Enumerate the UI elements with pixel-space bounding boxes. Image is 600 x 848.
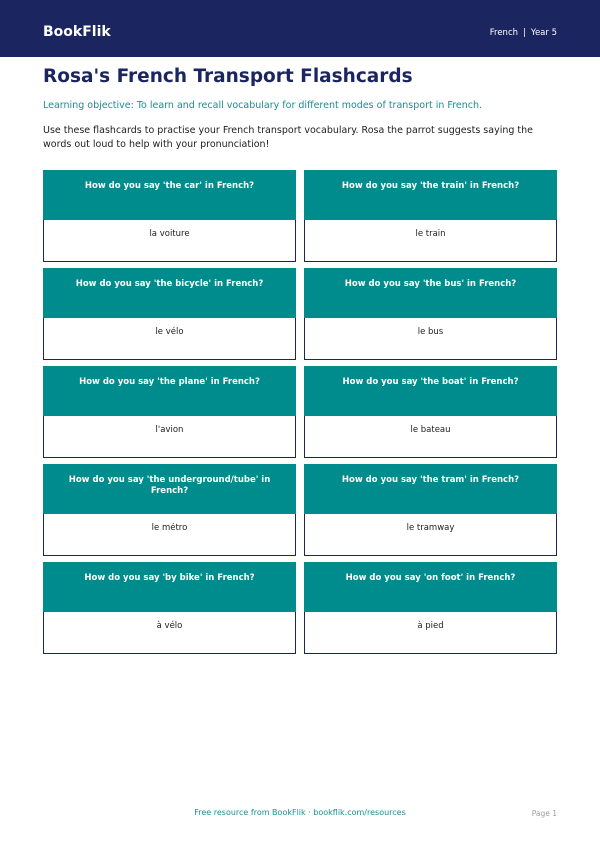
subject-label: French	[489, 28, 519, 38]
flashcard-question: How do you say 'the tram' in French?	[304, 464, 557, 514]
flashcard[interactable]	[43, 366, 296, 458]
flashcard-answer: à pied	[304, 612, 557, 654]
flashcard[interactable]	[304, 562, 557, 654]
intro-paragraph: Use these flashcards to practise your French transport vocabulary. Rosa the parrot suggests saying the words out loud to help with your pronunciation!	[43, 125, 533, 150]
flashcard-grid	[43, 170, 557, 654]
learning-objective: Learning objective: To learn and recall vocabulary for different modes of transport in French.	[43, 100, 483, 111]
flashcard-question: How do you say 'the plane' in French?	[43, 366, 296, 416]
flashcard[interactable]	[304, 268, 557, 360]
year-label: Year 5	[530, 28, 557, 38]
flashcard[interactable]	[304, 170, 557, 262]
flashcard[interactable]	[43, 170, 296, 262]
flashcard-answer: la voiture	[43, 220, 296, 262]
flashcard-answer: le bus	[304, 318, 557, 360]
flashcard-question: How do you say 'the train' in French?	[304, 170, 557, 220]
flashcard[interactable]	[43, 268, 296, 360]
flashcard-question: How do you say 'the car' in French?	[43, 170, 296, 220]
flashcard-question: How do you say 'the bicycle' in French?	[43, 268, 296, 318]
flashcard-answer: l'avion	[43, 416, 296, 458]
flashcard[interactable]	[304, 464, 557, 556]
flashcard-answer: le bateau	[304, 416, 557, 458]
flashcard-question: How do you say 'the underground/tube' in French?	[43, 464, 296, 514]
brand-logo[interactable]: BookFlik	[43, 24, 111, 40]
flashcard-question: How do you say 'by bike' in French?	[43, 562, 296, 612]
breadcrumb-separator: |	[523, 28, 526, 38]
flashcard-answer: le tramway	[304, 514, 557, 556]
flashcard[interactable]	[304, 366, 557, 458]
flashcard-answer: le vélo	[43, 318, 296, 360]
top-banner	[0, 0, 600, 57]
flashcard-question: How do you say 'the boat' in French?	[304, 366, 557, 416]
page-title: Rosa's French Transport Flashcards	[43, 66, 413, 87]
flashcard[interactable]	[43, 464, 296, 556]
footer-link[interactable]: Free resource from BookFlik · bookflik.com/resources	[194, 808, 406, 817]
flashcard-answer: à vélo	[43, 612, 296, 654]
subject-breadcrumb	[490, 27, 557, 39]
page-number: Page 1	[531, 809, 557, 818]
flashcard[interactable]	[43, 562, 296, 654]
flashcard-question: How do you say 'the bus' in French?	[304, 268, 557, 318]
flashcard-question: How do you say 'on foot' in French?	[304, 562, 557, 612]
flashcard-answer: le métro	[43, 514, 296, 556]
flashcard-answer: le train	[304, 220, 557, 262]
